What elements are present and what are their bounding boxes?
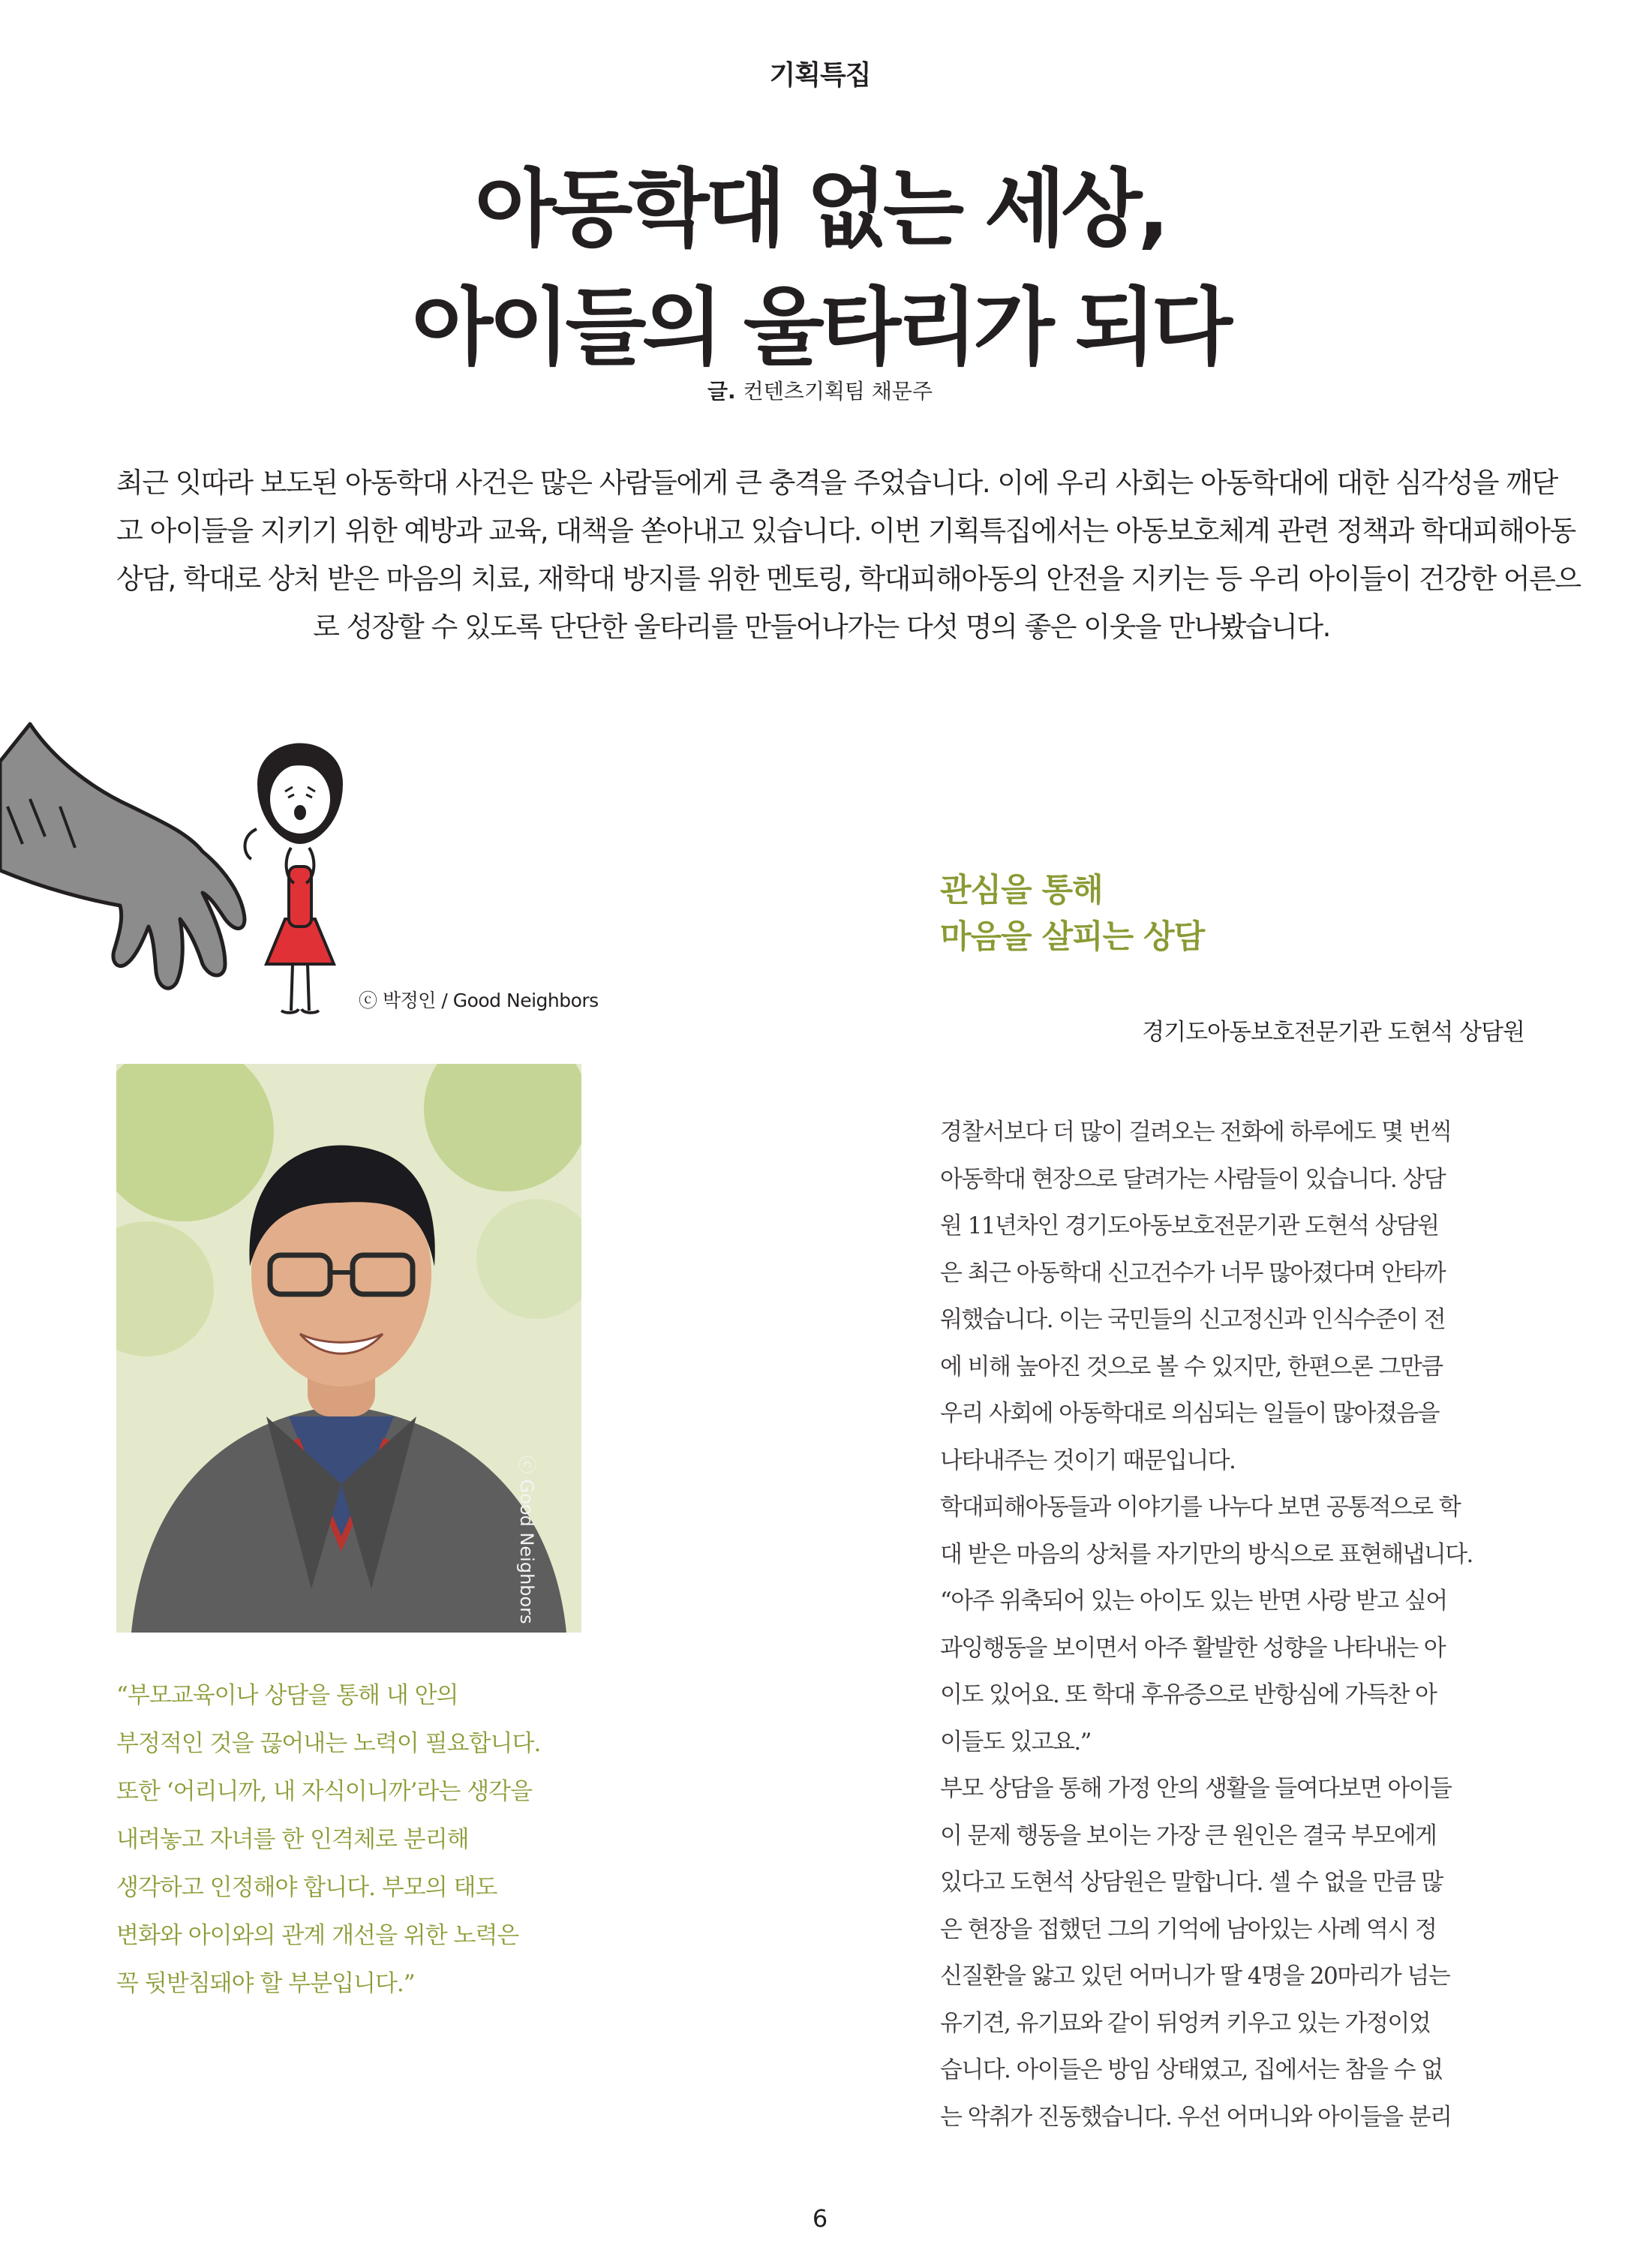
intro-line: 로 성장할 수 있도록 단단한 울타리를 만들어나가는 다섯 명의 좋은 이웃을 만나봤습니다. [313, 611, 1330, 643]
body-line: “아주 위축되어 있는 아이도 있는 반면 사랑 받고 싶어 [940, 1588, 1447, 1615]
quote-line: 또한 ‘어리니까, 내 자식이니까’라는 생각을 [116, 1778, 533, 1805]
reaching-hand-icon [0, 724, 245, 988]
title-line-1: 아동학대 없는 세상, [474, 161, 1166, 258]
article-body [940, 1109, 1525, 2140]
body-line: 은 최근 아동학대 신고건수가 너무 많아졌다며 안타까 [940, 1259, 1446, 1287]
title-line-2: 아이들의 울타리가 되다 [412, 279, 1228, 377]
intro-paragraph [116, 459, 1581, 651]
photo-credit: ⓒ Good Neighbors [516, 1455, 537, 1624]
portrait-photo [116, 1064, 581, 1633]
quote-line: 부정적인 것을 끊어내는 노력이 필요합니다. [116, 1730, 541, 1757]
body-line: 부모 상담을 통해 가정 안의 생활을 들여다보면 아이들 [940, 1775, 1452, 1802]
body-line: 은 현장을 접했던 그의 기억에 남아있는 사례 역시 정 [940, 1915, 1437, 1943]
byline [0, 375, 1640, 405]
body-line: 있다고 도현석 상담원은 말합니다. 셀 수 없을 만큼 많 [940, 1869, 1443, 1896]
byline-prefix: 글. [707, 379, 736, 404]
body-line: 나타내주는 것이기 때문입니다. [940, 1446, 1236, 1474]
body-line: 대 받은 마음의 상처를 자기만의 방식으로 표현해냅니다. [940, 1540, 1473, 1568]
illustration-credit: ⓒ 박정인 / Good Neighbors [359, 990, 599, 1011]
body-line: 경찰서보다 더 많이 걸려오는 전화에 하루에도 몇 번씩 [940, 1119, 1452, 1146]
quote-line: 내려놓고 자녀를 한 인격체로 분리해 [116, 1826, 469, 1853]
body-line: 학대피해아동들과 이야기를 나누다 보면 공통적으로 학 [940, 1494, 1461, 1521]
body-line: 이 문제 행동을 보이는 가장 큰 원인은 결국 부모에게 [940, 1822, 1437, 1849]
body-line: 이들도 있고요.” [940, 1728, 1091, 1756]
heading-line-1: 관심을 통해 [940, 872, 1103, 909]
heading-line-2: 마음을 살피는 상담 [940, 918, 1205, 956]
page-number: 6 [812, 2204, 828, 2233]
body-line: 원 11년차인 경기도아동보호전문기관 도현석 상담원 [940, 1212, 1439, 1239]
body-line: 워했습니다. 이는 국민들의 신고정신과 인식수준이 전 [940, 1306, 1446, 1333]
body-line: 는 악취가 진동했습니다. 우선 어머니와 아이들을 분리 [940, 2103, 1452, 2131]
interviewee-credit: 경기도아동보호전문기관 도현석 상담원 [1142, 1019, 1524, 1046]
body-line: 이도 있어요. 또 학대 후유증으로 반항심에 가득찬 아 [940, 1681, 1437, 1708]
illustration [0, 716, 390, 1017]
portrait-illustration [116, 1064, 581, 1633]
intro-line: 고 아이들을 지키기 위한 예방과 교육, 대책을 쏟아내고 있습니다. 이번 기획특집에서는 아동보호체계 관련 정책과 학대피해아동 [116, 515, 1575, 547]
body-line: 아동학대 현장으로 달려가는 사람들이 있습니다. 상담 [940, 1165, 1446, 1193]
section-label: 기획특집 [769, 60, 871, 91]
quote-line: 생각하고 인정해야 합니다. 부모의 태도 [116, 1874, 497, 1901]
quote-line: 변화와 아이와의 관계 개선을 위한 노력은 [116, 1922, 519, 1949]
section-heading [940, 867, 1204, 960]
byline-author: 컨텐츠기획팀 채문주 [743, 379, 933, 404]
body-line: 과잉행동을 보이면서 아주 활발한 성향을 나타내는 아 [940, 1634, 1446, 1662]
intro-line: 상담, 학대로 상처 받은 마음의 치료, 재학대 방지를 위한 멘토링, 학대피해아동의 안전을 지키는 등 우리 아이들이 건강한 어른으 [116, 563, 1581, 595]
body-line: 습니다. 아이들은 방임 상태였고, 집에서는 참을 수 없 [940, 2056, 1443, 2083]
article-title [0, 150, 1640, 387]
quote-line: “부모교육이나 상담을 통해 내 안의 [116, 1682, 458, 1709]
quote-line: 꼭 뒷받침돼야 할 부분입니다.” [116, 1970, 415, 1997]
body-line: 우리 사회에 아동학대로 의심되는 일들이 많아졌음을 [940, 1400, 1439, 1427]
frightened-girl-icon [245, 745, 341, 1013]
pull-quote [116, 1672, 596, 2008]
body-line: 에 비해 높아진 것으로 볼 수 있지만, 한편으론 그만큼 [940, 1353, 1443, 1380]
intro-line: 최근 잇따라 보도된 아동학대 사건은 많은 사람들에게 큰 충격을 주었습니다. 이에 우리 사회는 아동학대에 대한 심각성을 깨닫 [116, 467, 1557, 499]
body-line: 유기견, 유기묘와 같이 뒤엉켜 키우고 있는 가정이었 [940, 2009, 1431, 2037]
body-line: 신질환을 앓고 있던 어머니가 딸 4명을 20마리가 넘는 [940, 1963, 1450, 1990]
